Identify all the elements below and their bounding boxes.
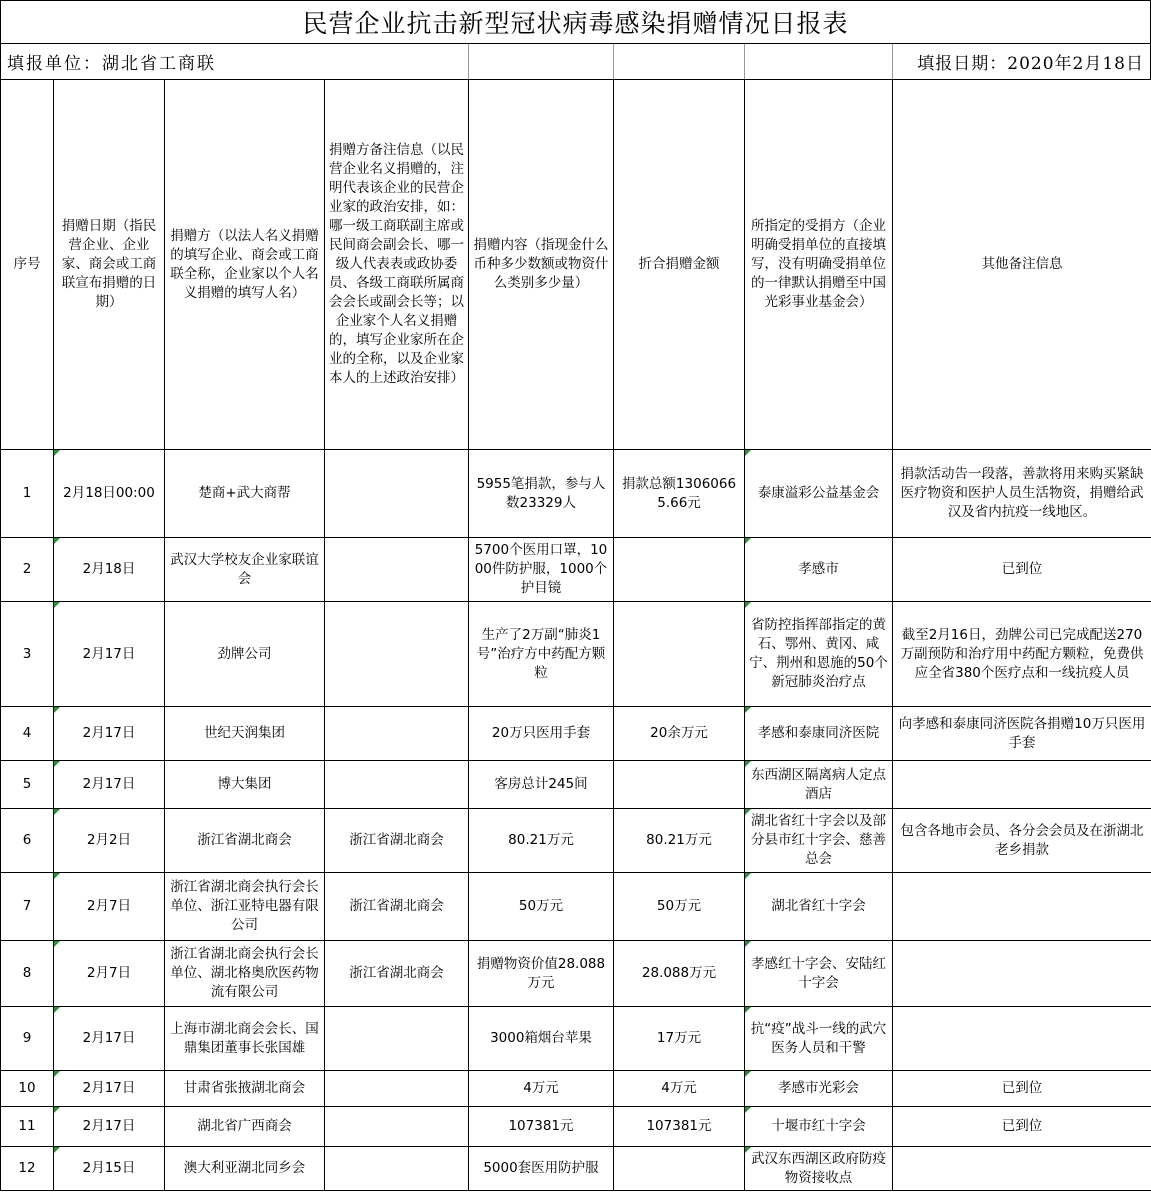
header-cell: 捐赠方备注信息（以民营企业名义捐赠的，注明代表该企业的民营企业家的政治安排，如：哪一级工商联副主席或民间商会副会长、哪一级人代表表或政协委员、各级工商联所属商会会长或副会长等；以企业家个人名义捐赠的，填写企业家所在企业的全称，以及企业家本人的上述政治安排） — [325, 80, 469, 450]
table-cell: 孝感市光彩会 — [745, 1071, 893, 1107]
table-cell — [893, 941, 1151, 1007]
table-row — [1, 1007, 1151, 1071]
header-cell: 折合捐赠金额 — [614, 80, 745, 450]
table-cell: 浙江省湖北商会 — [325, 873, 469, 941]
header-cell: 其他备注信息 — [893, 80, 1151, 450]
table-cell: 2月17日 — [54, 602, 165, 707]
table-cell: 湖北省广西商会 — [165, 1107, 325, 1147]
info-blank-cell — [469, 44, 614, 79]
donation-table — [0, 79, 1151, 1191]
table-cell: 楚商+武大商帮 — [165, 450, 325, 538]
table-cell: 客房总计245间 — [469, 761, 614, 809]
table-cell: 2月7日 — [54, 941, 165, 1007]
info-blank-cell — [745, 44, 893, 79]
header-cell: 捐赠日期（指民营企业、企业家、商会或工商联宣布捐赠的日期） — [54, 80, 165, 450]
table-cell: 抗“疫”战斗一线的武穴医务人员和干警 — [745, 1007, 893, 1071]
table-row — [1, 941, 1151, 1007]
table-cell: 80.21万元 — [469, 809, 614, 873]
table-cell: 上海市湖北商会会长、国鼎集团董事长张国雄 — [165, 1007, 325, 1071]
table-cell: 十堰市红十字会 — [745, 1107, 893, 1147]
table-cell: 捐款活动告一段落，善款将用来购买紧缺医疗物资和医护人员生活物资，捐赠给武汉及省内抗疫一线地区。 — [893, 450, 1151, 538]
table-cell — [893, 1007, 1151, 1071]
table-cell: 武汉东西湖区政府防疫物资接收点 — [745, 1147, 893, 1191]
table-cell: 5000套医用防护服 — [469, 1147, 614, 1191]
header-row — [1, 80, 1151, 450]
table-cell — [325, 1007, 469, 1071]
table-cell: 孝感和泰康同济医院 — [745, 707, 893, 761]
table-cell: 2月2日 — [54, 809, 165, 873]
table-row — [1, 450, 1151, 538]
table-cell: 包含各地市会员、各分会会员及在浙湖北老乡捐款 — [893, 809, 1151, 873]
table-row — [1, 809, 1151, 873]
table-cell: 生产了2万副“肺炎1号”治疗方中药配方颗粒 — [469, 602, 614, 707]
info-row — [0, 43, 1151, 79]
table-row — [1, 761, 1151, 809]
table-cell: 4万元 — [469, 1071, 614, 1107]
table-cell: 省防控指挥部指定的黄石、鄂州、黄冈、咸宁、荆州和恩施的50个新冠肺炎治疗点 — [745, 602, 893, 707]
table-cell: 浙江省湖北商会执行会长单位、湖北格奥欣医药物流有限公司 — [165, 941, 325, 1007]
header-cell: 捐赠方（以法人名义捐赠的填写企业、商会或工商联全称，企业家以个人名义捐赠的填写人名） — [165, 80, 325, 450]
table-cell: 已到位 — [893, 1107, 1151, 1147]
table-cell: 2月15日 — [54, 1147, 165, 1191]
table-cell: 107381元 — [469, 1107, 614, 1147]
table-cell: 10 — [1, 1071, 54, 1107]
table-cell: 澳大利亚湖北同乡会 — [165, 1147, 325, 1191]
table-cell: 捐款总额13060665.66元 — [614, 450, 745, 538]
table-cell: 2月17日 — [54, 707, 165, 761]
table-cell: 甘肃省张掖湖北商会 — [165, 1071, 325, 1107]
table-cell — [893, 1147, 1151, 1191]
table-cell: 泰康溢彩公益基金会 — [745, 450, 893, 538]
table-cell: 劲牌公司 — [165, 602, 325, 707]
table-cell: 向孝感和泰康同济医院各捐赠10万只医用手套 — [893, 707, 1151, 761]
table-cell: 武汉大学校友企业家联谊会 — [165, 538, 325, 602]
table-cell: 28.088万元 — [614, 941, 745, 1007]
table-row — [1, 1107, 1151, 1147]
table-cell: 湖北省红十字会 — [745, 873, 893, 941]
table-cell: 4 — [1, 707, 54, 761]
table-cell: 3000箱烟台苹果 — [469, 1007, 614, 1071]
table-cell: 2月17日 — [54, 1071, 165, 1107]
table-cell — [614, 1147, 745, 1191]
table-row — [1, 538, 1151, 602]
table-cell — [893, 761, 1151, 809]
table-cell: 5955笔捐款，参与人数23329人 — [469, 450, 614, 538]
table-cell — [325, 1107, 469, 1147]
table-cell: 浙江省湖北商会 — [165, 809, 325, 873]
table-cell: 2 — [1, 538, 54, 602]
table-cell: 捐赠物资价值28.088万元 — [469, 941, 614, 1007]
table-cell: 博大集团 — [165, 761, 325, 809]
table-cell: 7 — [1, 873, 54, 941]
table-cell: 11 — [1, 1107, 54, 1147]
table-row — [1, 602, 1151, 707]
report-title: 民营企业抗击新型冠状病毒感染捐赠情况日报表 — [0, 0, 1151, 43]
table-cell: 2月7日 — [54, 873, 165, 941]
table-cell — [614, 538, 745, 602]
table-cell: 20万只医用手套 — [469, 707, 614, 761]
table-cell: 1 — [1, 450, 54, 538]
header-cell: 所指定的受捐方（企业明确受捐单位的直接填写，没有明确受捐单位的一律默认捐赠至中国光彩事业基金会） — [745, 80, 893, 450]
header-cell: 序号 — [1, 80, 54, 450]
table-cell: 5 — [1, 761, 54, 809]
table-cell: 80.21万元 — [614, 809, 745, 873]
table-cell — [325, 1071, 469, 1107]
table-cell — [893, 873, 1151, 941]
table-cell: 2月17日 — [54, 1007, 165, 1071]
table-row — [1, 1071, 1151, 1107]
table-cell — [325, 707, 469, 761]
table-cell: 50万元 — [614, 873, 745, 941]
info-blank-cell — [614, 44, 745, 79]
table-cell: 20余万元 — [614, 707, 745, 761]
table-row — [1, 1147, 1151, 1191]
table-cell: 17万元 — [614, 1007, 745, 1071]
table-cell: 4万元 — [614, 1071, 745, 1107]
table-cell — [614, 761, 745, 809]
table-cell — [325, 538, 469, 602]
table-cell: 12 — [1, 1147, 54, 1191]
table-cell: 6 — [1, 809, 54, 873]
table-cell: 9 — [1, 1007, 54, 1071]
table-cell: 8 — [1, 941, 54, 1007]
table-cell: 孝感市 — [745, 538, 893, 602]
table-cell: 2月18日00:00 — [54, 450, 165, 538]
table-cell: 已到位 — [893, 1071, 1151, 1107]
table-cell — [325, 602, 469, 707]
table-cell: 50万元 — [469, 873, 614, 941]
table-cell — [614, 602, 745, 707]
table-cell: 世纪天润集团 — [165, 707, 325, 761]
reporting-unit: 填报单位：湖北省工商联 — [1, 44, 469, 79]
table-cell: 5700个医用口罩，1000件防护服，1000个护目镜 — [469, 538, 614, 602]
table-cell: 截至2月16日，劲牌公司已完成配送270万副预防和治疗用中药配方颗粒，免费供应全省380个医疗点和一线抗疫人员 — [893, 602, 1151, 707]
table-cell: 浙江省湖北商会执行会长单位、浙江亚特电器有限公司 — [165, 873, 325, 941]
table-cell: 东西湖区隔离病人定点酒店 — [745, 761, 893, 809]
table-row — [1, 873, 1151, 941]
table-cell: 3 — [1, 602, 54, 707]
table-cell: 浙江省湖北商会 — [325, 941, 469, 1007]
table-cell: 107381元 — [614, 1107, 745, 1147]
table-cell: 浙江省湖北商会 — [325, 809, 469, 873]
table-cell: 已到位 — [893, 538, 1151, 602]
table-cell: 2月18日 — [54, 538, 165, 602]
table-cell — [325, 450, 469, 538]
table-cell: 2月17日 — [54, 761, 165, 809]
table-cell: 湖北省红十字会以及部分县市红十字会、慈善总会 — [745, 809, 893, 873]
table-row — [1, 707, 1151, 761]
table-cell: 2月17日 — [54, 1107, 165, 1147]
table-cell — [325, 761, 469, 809]
header-cell: 捐赠内容（指现金什么币种多少数额或物资什么类别多少量） — [469, 80, 614, 450]
table-cell: 孝感红十字会、安陆红十字会 — [745, 941, 893, 1007]
table-cell — [325, 1147, 469, 1191]
reporting-date: 填报日期：2020年2月18日 — [917, 54, 1144, 74]
